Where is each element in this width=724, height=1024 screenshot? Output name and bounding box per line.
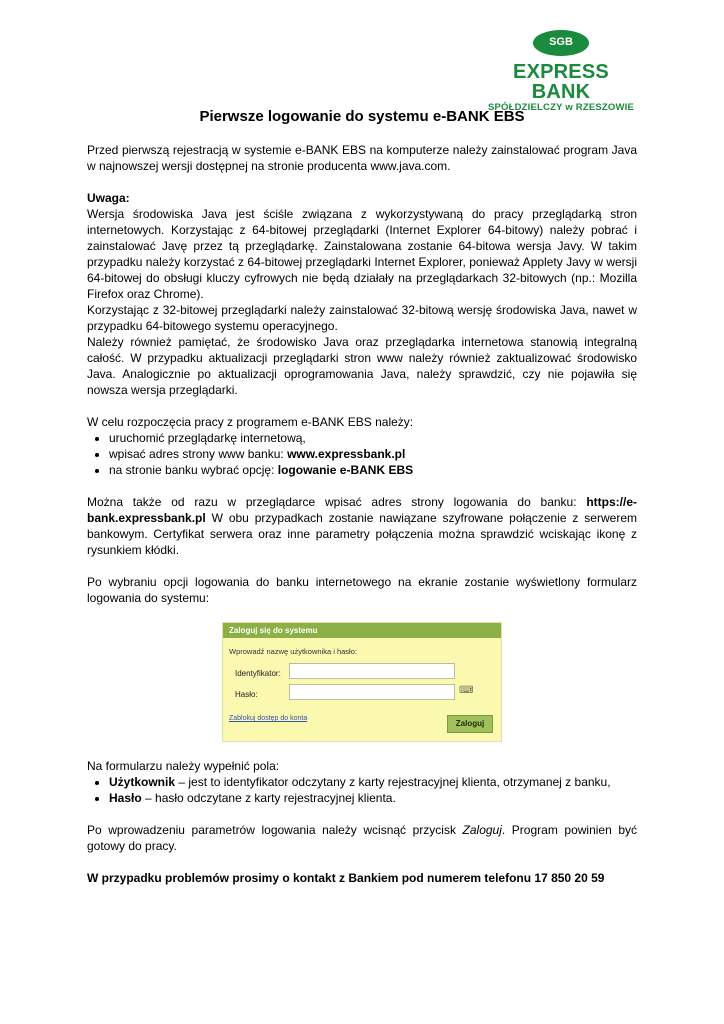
steps-intro: W celu rozpoczęcia pracy z programem e-BANK EBS należy: — [87, 415, 414, 429]
form-intro-paragraph: Po wybraniu opcji logowania do banku internetowego na ekranie zostanie wyświetlony formularz logowania do systemu: — [87, 575, 637, 605]
intro-paragraph: Przed pierwszą rejestracją w systemie e-BANK EBS na komputerze należy zainstalować program Java w najnowszej wersji dostępnej na stronie producenta www.java.com. — [87, 143, 637, 173]
logo-name: EXPRESS BANK — [513, 61, 609, 103]
password-field-name: Hasło — [109, 791, 142, 805]
field-item-user — [109, 774, 637, 790]
direct-login-text: Można także od razu w przeglądarce wpisać adres strony logowania do banku: — [87, 495, 587, 509]
login-form-screenshot — [222, 622, 502, 742]
password-field-desc: – hasło odczytane z karty rejestracyjnej klienta. — [141, 791, 396, 805]
password-input[interactable] — [289, 684, 455, 700]
ebank-url: https://e-bank.expressbank.pl — [87, 495, 637, 525]
after-login-text: Po wprowadzeniu parametrów logowania należy wcisnąć przycisk — [87, 823, 463, 837]
login-option-label: logowanie e-BANK EBS — [277, 463, 414, 477]
fields-list — [87, 774, 637, 806]
step-item-3 — [109, 462, 637, 478]
document-body — [87, 142, 637, 886]
login-button[interactable]: Zaloguj — [447, 715, 493, 733]
warning-paragraph-2: Korzystając z 32-bitowej przeglądarki należy zainstalować 32-bitową wersję środowiska Java, nawet w przypadku 64-bitowego systemu operacyjnego. — [87, 303, 637, 333]
warning-heading: Uwaga: — [87, 191, 130, 205]
step-item-2 — [109, 446, 637, 462]
step-2-text: wpisać adres strony www banku: — [109, 447, 288, 461]
identifier-label: Identyfikator: — [235, 669, 281, 678]
user-field-name: Użytkownik — [109, 775, 176, 789]
warning-paragraph-3: Należy również pamiętać, że środowisko Java oraz przeglądarka internetowa stanowią integralną całość. W przypadku aktualizacji przeglądarki stron www należy również zaktualizować środowisko Java. Analogicznie po aktualizacji oprogramowania Java, należy sprawdzić, czy nie pojawiła się nowsza wersja przeglądarki. — [87, 335, 637, 397]
field-item-password — [109, 790, 637, 806]
password-label: Hasło: — [235, 690, 258, 699]
login-form-header: Zaloguj się do systemu — [223, 623, 501, 638]
contact-paragraph: W przypadku problemów prosimy o kontakt z Bankiem pod numerem telefonu 17 850 20 59 — [87, 871, 605, 885]
page-title: Pierwsze logowanie do systemu e-BANK EBS — [199, 108, 525, 125]
step-item-1 — [109, 430, 637, 446]
direct-login-paragraph — [87, 494, 637, 558]
user-field-desc: – jest to identyfikator odczytany z karty rejestracyjnej klienta, otrzymanej z banku, — [175, 775, 611, 789]
step-3-text: na stronie banku wybrać opcję: — [109, 463, 278, 477]
direct-login-rest: W obu przypadkach zostanie nawiązane szyfrowane połączenie z serwerem bankowym. Certyfikat serwera oraz inne parametry połączenia można sprawdzić wciskając ikonę z rysunkiem kłódki. — [87, 511, 637, 557]
keyboard-icon[interactable]: ⌨ — [459, 685, 474, 696]
block-access-link[interactable]: Zablokuj dostęp do konta — [229, 715, 308, 722]
after-login-paragraph — [87, 822, 637, 854]
identifier-input[interactable] — [289, 663, 455, 679]
after-login-suffix: . Program powinien być gotowy do pracy. — [87, 823, 638, 853]
logo-subtitle: SPÓŁDZIELCZY w RZESZOWIE — [487, 102, 635, 113]
step-1-text: uruchomić przeglądarkę internetową, — [109, 431, 306, 445]
bank-url: www.expressbank.pl — [287, 447, 406, 461]
steps-list — [87, 430, 637, 478]
sgb-badge-text: SGB — [549, 36, 573, 48]
fields-intro: Na formularzu należy wypełnić pola: — [87, 759, 280, 773]
bank-logo — [486, 28, 636, 114]
warning-paragraph-1: Wersja środowiska Java jest ściśle związana z wykorzystywaną do pracy przeglądarką stron internetowych. Korzystając z 64-bitowej przeglądarki (Internet Explorer 64-bitowy) należy pobrać i zainstalować Javę przez tą przeglądarkę. Zainstalowana zostanie 64-bitowa wersja Javy. W takim przypadku należy korzystać z 64-bitowej przeglądarki Internet Explorer, ponieważ Applety Javy w wersji 64-bitowej do obsługi kluczy cyfrowych nie będą działały na przeglądarkach 32-bitowych (np.: Mozilla Firefox oraz Chrome). — [87, 207, 637, 301]
sgb-badge-icon — [531, 28, 591, 58]
login-form-prompt: Wprowadź nazwę użytkownika i hasło: — [229, 647, 357, 656]
login-button-reference: Zaloguj — [462, 823, 502, 837]
